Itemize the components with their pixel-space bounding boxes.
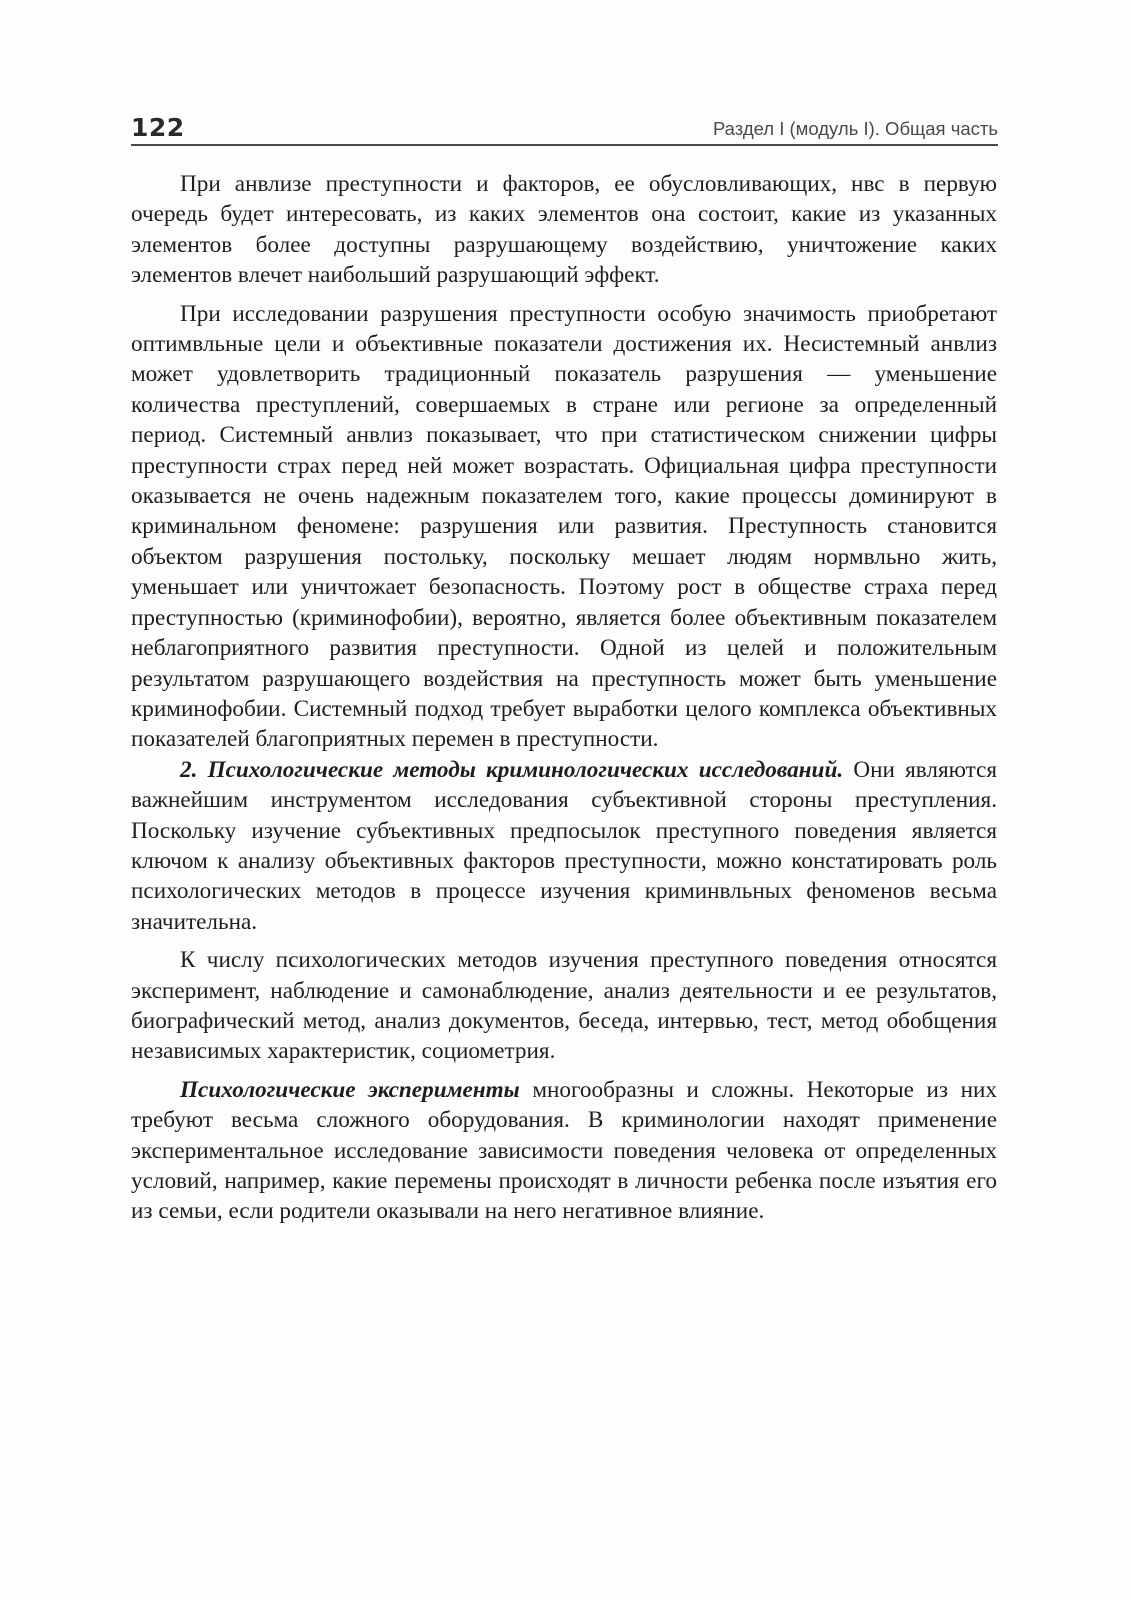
body-text bbox=[131, 169, 997, 1227]
paragraph-5 bbox=[131, 1075, 997, 1227]
paragraph-4 bbox=[131, 945, 997, 1067]
page-header bbox=[131, 112, 998, 146]
page-number: 122 bbox=[131, 113, 185, 142]
section-heading-psychological-methods: 2. Психологические методы криминологических исследований. bbox=[180, 756, 844, 783]
paragraph-2 bbox=[131, 299, 997, 755]
paragraph-3-text: Они являются важнейшим инструментом исследования субъективной стороны преступления. Поскольку изучение субъективных предпосылок преступного поведения является ключом к анализу объективных факторов преступности, можно констатировать роль психологических методов в процессе изучения криминвльных феноменов весьма значительна. bbox=[131, 756, 997, 935]
paragraph-2-text: При исследовании разрушения преступности особую значимость приобретают оптимвльные цели и объективные показатели достижения их. Несистемный анвлиз может удовлетворить традиционный показатель разрушения — уменьшение количества преступлений, совершаемых в стране или регионе за определенный период. Системный анвлиз показывает, что при статистическом снижении цифры преступности страх перед ней может возрастать. Официальная цифра преступности оказывается не очень надежным показателем того, какие процессы доминируют в криминальном феномене: разрушения или развития. Преступность становится объектом разрушения постольку, поскольку мешает людям нормвльно жить, уменьшает или уничтожает безопасность. Поэтому рост в обществе страха перед преступностью (криминофобии), вероятно, является более объективным показателем неблагоприятного развития преступности. Одной из целей и положительным результатом разрушающего воздействия на преступность может быть уменьшение криминофобии. Системный подход требует выработки целого комплекса объективных показателей благоприятных перемен в преступности. bbox=[131, 300, 997, 753]
paragraph-4-text: К числу психологических методов изучения преступного поведения относятся эксперимент, наблюдение и самонаблюдение, анализ деятельности и ее результатов, биографический метод, анализ документов, беседа, интервью, тест, метод обобщения независимых характеристик, социометрия. bbox=[131, 947, 997, 1065]
paragraph-1 bbox=[131, 169, 997, 291]
term-psychological-experiments: Психологические эксперименты bbox=[180, 1076, 520, 1103]
paragraph-5-text: многообразны и сложны. Некоторые из них требуют весьма сложного оборудования. В криминологии находят применение экспериментальное исследование зависимости поведения человека от определенных условий, например, какие перемены происходят в личности ребенка после изъятия его из семьи, если родители оказывали на него негативное влияние. bbox=[131, 1076, 998, 1225]
paragraph-1-text: При анвлизе преступности и факторов, ее обусловливающих, нвс в первую очередь будет интересовать, из каких элементов она состоит, какие из указанных элементов более доступны разрушающему воздействию, уничтожение каких элементов влечет наибольший разрушающий эффект. bbox=[131, 171, 997, 289]
running-head: Раздел I (модуль I). Общая часть bbox=[712, 118, 998, 139]
paragraph-3 bbox=[131, 755, 997, 937]
